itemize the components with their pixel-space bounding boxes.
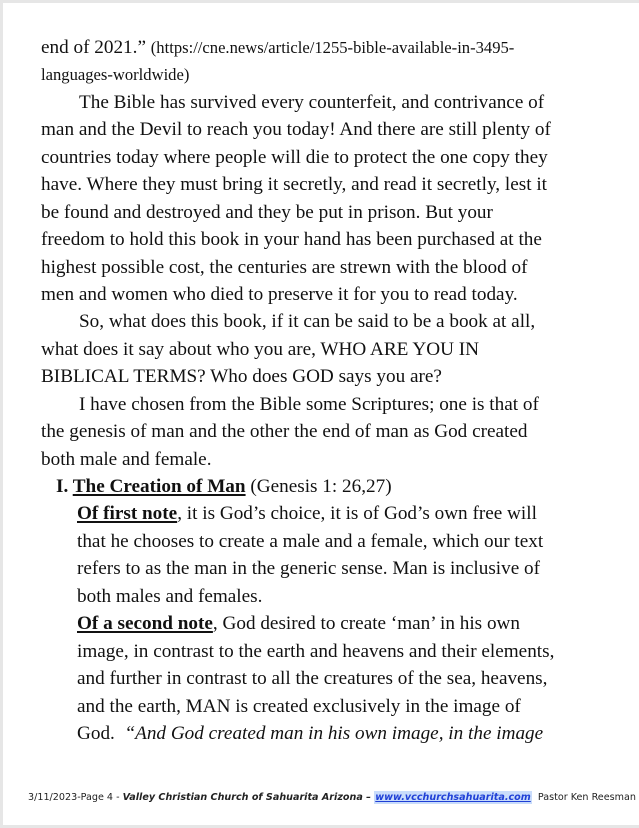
- source-url-continued: languages-worldwide): [41, 65, 190, 85]
- paragraph-chosen-scriptures: I have chosen from the Bible some Scriptures; one is that of: [79, 393, 539, 415]
- first-note-text: , it is God’s choice, it is of God’s own free will: [177, 503, 537, 525]
- text-line: both males and females.: [77, 585, 263, 607]
- second-note-text: , God desired to create ‘man’ in his own: [212, 613, 520, 635]
- first-note-line: [41, 500, 621, 527]
- text-line: and the earth, MAN is created exclusively in the image of: [77, 695, 521, 717]
- text-line: have. Where they must bring it secretly, and read it secretly, lest it: [41, 174, 547, 196]
- text-line: freedom to hold this book in your hand has been purchased at the: [41, 229, 542, 251]
- text-line: the genesis of man and the other the end of man as God created: [41, 421, 528, 443]
- text-line: be found and destroyed and they be put in prison. But your: [41, 201, 493, 223]
- text-line: what does it say about who you are, WHO ARE YOU IN: [41, 338, 480, 360]
- section-heading: [41, 473, 621, 500]
- text-line: that he chooses to create a male and a female, which our text: [77, 530, 544, 552]
- text-span: God.: [77, 722, 125, 744]
- text-line: and further in contrast to all the creatures of the sea, heavens,: [77, 668, 548, 690]
- text-line: men and women who died to preserve it for you to read today.: [41, 283, 518, 305]
- footer-date-page: 3/11/2023-Page 4 -: [28, 792, 123, 803]
- second-note-line: [41, 610, 621, 637]
- document-page: [3, 3, 639, 825]
- source-url: (https://cne.news/article/1255-bible-available-in-3495-: [150, 38, 515, 57]
- quote-end: end of 2021.”: [41, 37, 151, 58]
- text-line: [41, 34, 621, 61]
- scripture-reference: (Genesis 1: 26,27): [245, 476, 392, 497]
- section-title: The Creation of Man: [72, 476, 246, 497]
- footer-church-name: Valley Christian Church of Sahuarita Arizona –: [122, 792, 375, 803]
- paragraph-bible-survived: The Bible has survived every counterfeit, and contrivance of: [79, 91, 545, 113]
- text-line: refers to as the man in the generic sense. Man is inclusive of: [77, 558, 541, 580]
- document-body: [41, 34, 621, 747]
- footer-website-link[interactable]: www.vcchurchsahuarita.com: [375, 792, 531, 803]
- text-line: image, in contrast to the earth and heavens and their elements,: [77, 640, 555, 662]
- text-line: both male and female.: [41, 448, 212, 470]
- second-note-label: Of a second note: [77, 613, 213, 635]
- page-footer: [28, 792, 636, 803]
- section-numeral: I.: [56, 476, 73, 497]
- first-note-label: Of first note: [77, 503, 178, 525]
- text-line: BIBLICAL TERMS? Who does GOD says you are?: [41, 366, 442, 388]
- text-line: countries today where people will die to protect the one copy they: [41, 146, 548, 168]
- footer-pastor: Pastor Ken Reesman: [531, 792, 636, 803]
- text-line: man and the Devil to reach you today! And there are still plenty of: [41, 119, 551, 141]
- scripture-quote: “And God created man in his own image, in the image: [124, 722, 544, 744]
- text-line: highest possible cost, the centuries are strewn with the blood of: [41, 256, 528, 278]
- text-line: [41, 720, 621, 747]
- paragraph-what-does-book-say: So, what does this book, if it can be said to be a book at all,: [79, 311, 536, 333]
